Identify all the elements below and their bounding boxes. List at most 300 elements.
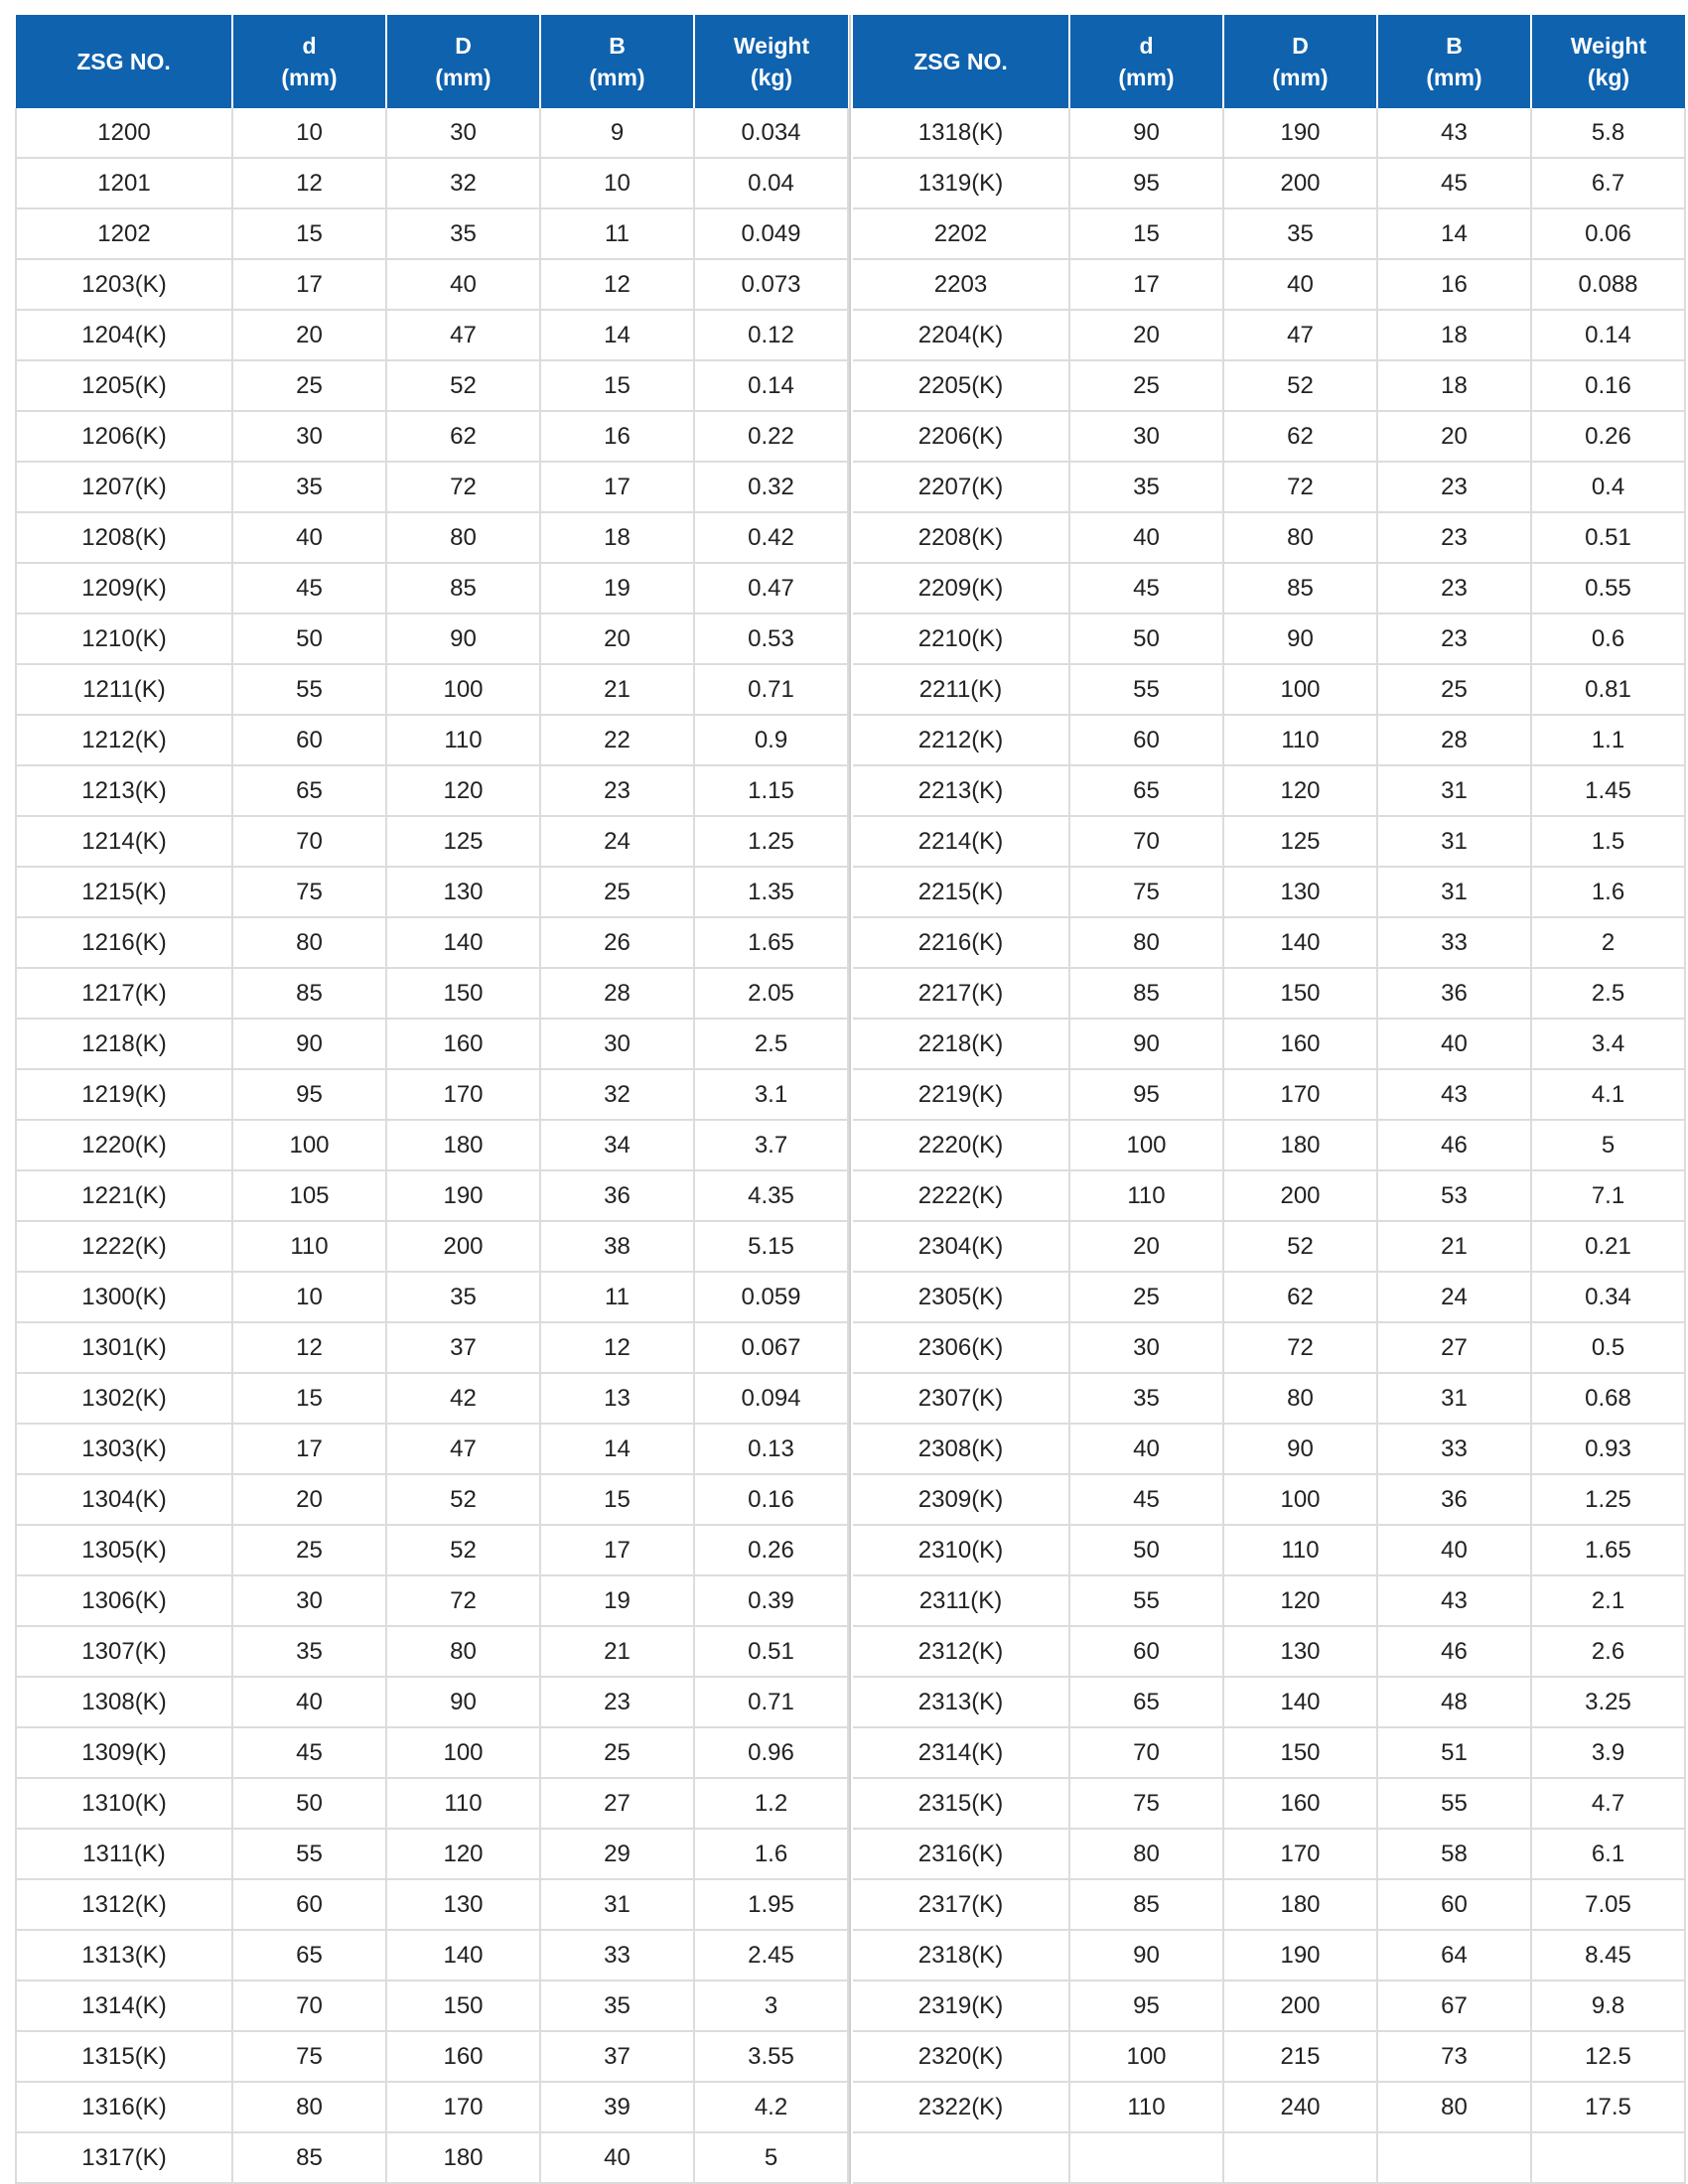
table-row [16, 1424, 848, 1474]
cell-outer-d: 180 [1223, 1879, 1377, 1930]
cell-weight: 0.06 [1531, 208, 1685, 259]
cell-b: 58 [1377, 1829, 1531, 1879]
header-row [853, 15, 1685, 108]
cell-b: 20 [540, 614, 694, 664]
table-row [16, 2031, 848, 2082]
cell-weight: 1.1 [1531, 715, 1685, 765]
cell-b: 30 [540, 1019, 694, 1069]
cell-zsg-no: 2212(K) [853, 715, 1069, 765]
table-row [16, 108, 848, 158]
cell-zsg-no: 2306(K) [853, 1322, 1069, 1373]
cell-zsg-no: 1304(K) [16, 1474, 232, 1525]
cell-weight: 0.049 [694, 208, 848, 259]
table-row [853, 1120, 1685, 1170]
cell-zsg-no: 2204(K) [853, 310, 1069, 360]
table-row [853, 1424, 1685, 1474]
table-row [853, 1019, 1685, 1069]
cell-zsg-no: 2304(K) [853, 1221, 1069, 1272]
cell-d: 60 [1069, 715, 1223, 765]
cell-zsg-no: 2305(K) [853, 1272, 1069, 1322]
cell-outer-d: 40 [1223, 259, 1377, 310]
table-row [853, 1373, 1685, 1424]
cell-weight: 17.5 [1531, 2082, 1685, 2132]
cell-d: 70 [232, 1980, 386, 2031]
cell-outer-d: 62 [1223, 411, 1377, 462]
cell-zsg-no: 2311(K) [853, 1575, 1069, 1626]
cell-outer-d: 120 [386, 765, 540, 816]
cell-d: 50 [232, 614, 386, 664]
table-row [16, 765, 848, 816]
cell-d: 110 [1069, 1170, 1223, 1221]
cell-zsg-no: 2310(K) [853, 1525, 1069, 1575]
cell-weight: 0.71 [694, 664, 848, 715]
cell-weight: 0.81 [1531, 664, 1685, 715]
table-row [16, 158, 848, 208]
table-row [853, 462, 1685, 512]
cell-outer-d: 160 [386, 1019, 540, 1069]
table-row [853, 1272, 1685, 1322]
table-row [16, 1474, 848, 1525]
cell-weight [1531, 2132, 1685, 2183]
cell-b: 23 [540, 1677, 694, 1727]
table-row [16, 512, 848, 563]
cell-d: 10 [232, 108, 386, 158]
table-row [853, 1474, 1685, 1525]
cell-weight: 0.094 [694, 1373, 848, 1424]
cell-zsg-no: 2208(K) [853, 512, 1069, 563]
table-row [853, 968, 1685, 1019]
cell-weight: 1.15 [694, 765, 848, 816]
cell-outer-d: 85 [1223, 563, 1377, 614]
table-row [16, 1272, 848, 1322]
cell-weight: 0.68 [1531, 1373, 1685, 1424]
cell-b: 51 [1377, 1727, 1531, 1778]
cell-outer-d: 110 [386, 1778, 540, 1829]
table-row [853, 1677, 1685, 1727]
cell-b: 43 [1377, 1069, 1531, 1120]
cell-d [1069, 2132, 1223, 2183]
table-row [853, 1778, 1685, 1829]
header-zsg-no: ZSG NO. [853, 15, 1069, 108]
table-row [16, 2082, 848, 2132]
cell-weight: 6.7 [1531, 158, 1685, 208]
cell-zsg-no: 2307(K) [853, 1373, 1069, 1424]
cell-zsg-no: 2320(K) [853, 2031, 1069, 2082]
cell-zsg-no: 1309(K) [16, 1727, 232, 1778]
cell-b: 60 [1377, 1879, 1531, 1930]
table-row [853, 259, 1685, 310]
cell-weight: 0.22 [694, 411, 848, 462]
cell-zsg-no: 1205(K) [16, 360, 232, 411]
cell-outer-d: 90 [386, 614, 540, 664]
cell-zsg-no: 2313(K) [853, 1677, 1069, 1727]
cell-b: 55 [1377, 1778, 1531, 1829]
table-row [16, 310, 848, 360]
cell-outer-d: 72 [1223, 462, 1377, 512]
cell-zsg-no: 2220(K) [853, 1120, 1069, 1170]
cell-d: 70 [1069, 816, 1223, 867]
table-row [853, 2082, 1685, 2132]
cell-outer-d: 215 [1223, 2031, 1377, 2082]
cell-weight: 0.16 [1531, 360, 1685, 411]
cell-b: 46 [1377, 1120, 1531, 1170]
cell-zsg-no: 1216(K) [16, 917, 232, 968]
cell-zsg-no: 2315(K) [853, 1778, 1069, 1829]
table-row [16, 1677, 848, 1727]
cell-weight: 0.16 [694, 1474, 848, 1525]
cell-zsg-no: 1319(K) [853, 158, 1069, 208]
cell-b: 80 [1377, 2082, 1531, 2132]
cell-b: 23 [1377, 462, 1531, 512]
cell-b: 16 [540, 411, 694, 462]
table-row [16, 664, 848, 715]
cell-zsg-no: 2317(K) [853, 1879, 1069, 1930]
cell-weight: 5.8 [1531, 108, 1685, 158]
cell-zsg-no: 1204(K) [16, 310, 232, 360]
cell-outer-d: 47 [386, 1424, 540, 1474]
cell-weight: 0.21 [1531, 1221, 1685, 1272]
cell-outer-d: 62 [386, 411, 540, 462]
cell-weight: 0.6 [1531, 614, 1685, 664]
cell-outer-d: 180 [386, 2132, 540, 2183]
table-row [16, 1626, 848, 1677]
cell-zsg-no: 1317(K) [16, 2132, 232, 2183]
cell-outer-d: 150 [1223, 1727, 1377, 1778]
cell-d: 85 [232, 968, 386, 1019]
cell-b: 31 [1377, 816, 1531, 867]
cell-b: 18 [1377, 310, 1531, 360]
cell-weight: 3.1 [694, 1069, 848, 1120]
cell-d: 110 [232, 1221, 386, 1272]
table-row [853, 1829, 1685, 1879]
cell-d: 15 [232, 1373, 386, 1424]
cell-weight: 1.25 [694, 816, 848, 867]
cell-outer-d: 110 [1223, 715, 1377, 765]
cell-b: 27 [1377, 1322, 1531, 1373]
cell-b: 37 [540, 2031, 694, 2082]
cell-d: 30 [1069, 411, 1223, 462]
cell-b: 16 [1377, 259, 1531, 310]
cell-weight: 7.1 [1531, 1170, 1685, 1221]
cell-outer-d: 100 [1223, 1474, 1377, 1525]
table-row [16, 259, 848, 310]
cell-zsg-no: 1207(K) [16, 462, 232, 512]
cell-b: 15 [540, 360, 694, 411]
cell-zsg-no: 1203(K) [16, 259, 232, 310]
table-row [16, 1829, 848, 1879]
cell-weight: 1.35 [694, 867, 848, 917]
cell-outer-d: 100 [386, 664, 540, 715]
cell-b: 17 [540, 462, 694, 512]
cell-outer-d: 180 [1223, 1120, 1377, 1170]
cell-d: 55 [232, 664, 386, 715]
cell-d: 80 [1069, 917, 1223, 968]
cell-d: 25 [232, 360, 386, 411]
cell-outer-d: 125 [1223, 816, 1377, 867]
cell-b: 24 [540, 816, 694, 867]
cell-b: 28 [1377, 715, 1531, 765]
cell-d: 10 [232, 1272, 386, 1322]
cell-outer-d: 125 [386, 816, 540, 867]
cell-zsg-no: 1213(K) [16, 765, 232, 816]
cell-d: 75 [232, 2031, 386, 2082]
cell-d: 110 [1069, 2082, 1223, 2132]
table-row [853, 917, 1685, 968]
cell-weight: 2 [1531, 917, 1685, 968]
cell-d: 17 [232, 259, 386, 310]
cell-zsg-no: 1202 [16, 208, 232, 259]
cell-zsg-no: 1307(K) [16, 1626, 232, 1677]
cell-outer-d: 40 [386, 259, 540, 310]
cell-b: 23 [1377, 614, 1531, 664]
table-row [853, 765, 1685, 816]
table-row [853, 563, 1685, 614]
cell-outer-d: 80 [386, 512, 540, 563]
cell-outer-d: 72 [386, 1575, 540, 1626]
cell-b: 14 [1377, 208, 1531, 259]
header-d: d (mm) [1069, 15, 1223, 108]
header-zsg-no: ZSG NO. [16, 15, 232, 108]
cell-weight: 0.9 [694, 715, 848, 765]
cell-d: 75 [232, 867, 386, 917]
cell-b: 23 [1377, 512, 1531, 563]
cell-outer-d: 150 [1223, 968, 1377, 1019]
cell-d: 70 [232, 816, 386, 867]
cell-d: 45 [232, 563, 386, 614]
cell-d: 80 [232, 2082, 386, 2132]
cell-weight: 0.088 [1531, 259, 1685, 310]
cell-weight: 0.073 [694, 259, 848, 310]
cell-b: 33 [1377, 917, 1531, 968]
cell-outer-d: 120 [1223, 1575, 1377, 1626]
table-row [853, 1221, 1685, 1272]
cell-outer-d: 190 [386, 1170, 540, 1221]
cell-outer-d: 140 [386, 917, 540, 968]
cell-zsg-no: 1211(K) [16, 664, 232, 715]
cell-b: 26 [540, 917, 694, 968]
cell-b [1377, 2132, 1531, 2183]
table-row [853, 816, 1685, 867]
cell-outer-d: 200 [1223, 1980, 1377, 2031]
cell-zsg-no [853, 2132, 1069, 2183]
cell-outer-d: 80 [1223, 512, 1377, 563]
table-row [853, 1069, 1685, 1120]
table-row [853, 1170, 1685, 1221]
cell-outer-d: 35 [386, 208, 540, 259]
cell-b: 23 [1377, 563, 1531, 614]
cell-zsg-no: 1209(K) [16, 563, 232, 614]
header-b: B (mm) [540, 15, 694, 108]
cell-d: 60 [232, 1879, 386, 1930]
cell-zsg-no: 1217(K) [16, 968, 232, 1019]
cell-b: 19 [540, 563, 694, 614]
cell-b: 25 [540, 1727, 694, 1778]
cell-zsg-no: 1315(K) [16, 2031, 232, 2082]
cell-weight: 0.42 [694, 512, 848, 563]
cell-weight: 0.71 [694, 1677, 848, 1727]
cell-weight: 4.7 [1531, 1778, 1685, 1829]
cell-zsg-no: 2213(K) [853, 765, 1069, 816]
table-row [853, 715, 1685, 765]
cell-zsg-no: 2222(K) [853, 1170, 1069, 1221]
cell-weight: 2.6 [1531, 1626, 1685, 1677]
cell-b: 21 [540, 1626, 694, 1677]
cell-outer-d: 110 [1223, 1525, 1377, 1575]
cell-zsg-no: 1300(K) [16, 1272, 232, 1322]
cell-weight: 0.04 [694, 158, 848, 208]
cell-d: 90 [1069, 108, 1223, 158]
cell-b: 19 [540, 1575, 694, 1626]
cell-outer-d: 190 [1223, 1930, 1377, 1980]
cell-weight: 0.13 [694, 1424, 848, 1474]
cell-zsg-no: 2215(K) [853, 867, 1069, 917]
cell-d: 55 [1069, 1575, 1223, 1626]
cell-zsg-no: 1318(K) [853, 108, 1069, 158]
cell-outer-d: 160 [1223, 1778, 1377, 1829]
cell-weight: 3.4 [1531, 1019, 1685, 1069]
table-row [16, 563, 848, 614]
cell-b: 31 [1377, 765, 1531, 816]
cell-weight: 1.25 [1531, 1474, 1685, 1525]
cell-b: 25 [1377, 664, 1531, 715]
cell-b: 18 [540, 512, 694, 563]
table-row [853, 1322, 1685, 1373]
table-row [16, 1778, 848, 1829]
cell-b: 31 [1377, 867, 1531, 917]
cell-outer-d: 42 [386, 1373, 540, 1424]
table-row [853, 1879, 1685, 1930]
cell-outer-d: 140 [1223, 1677, 1377, 1727]
cell-b: 24 [1377, 1272, 1531, 1322]
cell-b: 21 [1377, 1221, 1531, 1272]
cell-weight: 6.1 [1531, 1829, 1685, 1879]
table-row [853, 158, 1685, 208]
cell-weight: 3 [694, 1980, 848, 2031]
table-row [16, 1221, 848, 1272]
table-row [16, 1980, 848, 2031]
cell-zsg-no: 1306(K) [16, 1575, 232, 1626]
cell-b: 40 [1377, 1525, 1531, 1575]
table-row [16, 2132, 848, 2183]
cell-zsg-no: 1301(K) [16, 1322, 232, 1373]
cell-b: 11 [540, 1272, 694, 1322]
cell-zsg-no: 2312(K) [853, 1626, 1069, 1677]
cell-d: 75 [1069, 867, 1223, 917]
cell-zsg-no: 2308(K) [853, 1424, 1069, 1474]
cell-d: 35 [1069, 1373, 1223, 1424]
cell-outer-d: 180 [386, 1120, 540, 1170]
table-row [853, 512, 1685, 563]
cell-d: 70 [1069, 1727, 1223, 1778]
cell-weight: 3.55 [694, 2031, 848, 2082]
cell-outer-d: 140 [386, 1930, 540, 1980]
cell-b: 45 [1377, 158, 1531, 208]
cell-zsg-no: 2319(K) [853, 1980, 1069, 2031]
cell-outer-d: 170 [386, 2082, 540, 2132]
cell-weight: 0.53 [694, 614, 848, 664]
cell-d: 85 [232, 2132, 386, 2183]
cell-b: 40 [540, 2132, 694, 2183]
cell-d: 105 [232, 1170, 386, 1221]
table-row [16, 1170, 848, 1221]
header-b: B (mm) [1377, 15, 1531, 108]
cell-weight: 0.26 [694, 1525, 848, 1575]
cell-weight: 0.32 [694, 462, 848, 512]
cell-d: 50 [1069, 614, 1223, 664]
cell-b: 28 [540, 968, 694, 1019]
cell-d: 17 [1069, 259, 1223, 310]
table-row [16, 968, 848, 1019]
table-row [16, 715, 848, 765]
cell-weight: 1.2 [694, 1778, 848, 1829]
cell-weight: 1.6 [694, 1829, 848, 1879]
cell-b: 32 [540, 1069, 694, 1120]
cell-d: 12 [232, 158, 386, 208]
header-row [16, 15, 848, 108]
cell-outer-d: 130 [386, 867, 540, 917]
bearing-spec-table [15, 15, 1686, 2184]
cell-zsg-no: 1210(K) [16, 614, 232, 664]
cell-zsg-no: 1212(K) [16, 715, 232, 765]
cell-zsg-no: 1308(K) [16, 1677, 232, 1727]
cell-d: 85 [1069, 1879, 1223, 1930]
cell-zsg-no: 2211(K) [853, 664, 1069, 715]
cell-weight: 0.034 [694, 108, 848, 158]
cell-d: 40 [232, 512, 386, 563]
table-row [853, 208, 1685, 259]
cell-d: 30 [232, 411, 386, 462]
cell-d: 100 [232, 1120, 386, 1170]
cell-weight: 7.05 [1531, 1879, 1685, 1930]
cell-zsg-no: 2216(K) [853, 917, 1069, 968]
cell-d: 40 [1069, 1424, 1223, 1474]
cell-zsg-no: 2206(K) [853, 411, 1069, 462]
cell-weight: 0.059 [694, 1272, 848, 1322]
cell-b: 21 [540, 664, 694, 715]
cell-d: 50 [1069, 1525, 1223, 1575]
cell-b: 20 [1377, 411, 1531, 462]
cell-d: 25 [232, 1525, 386, 1575]
cell-b: 12 [540, 1322, 694, 1373]
cell-zsg-no: 1313(K) [16, 1930, 232, 1980]
cell-b: 23 [540, 765, 694, 816]
cell-b: 36 [1377, 1474, 1531, 1525]
table-row [853, 411, 1685, 462]
cell-zsg-no: 2214(K) [853, 816, 1069, 867]
cell-d: 90 [1069, 1019, 1223, 1069]
cell-d: 50 [232, 1778, 386, 1829]
cell-weight: 0.26 [1531, 411, 1685, 462]
cell-outer-d: 160 [1223, 1019, 1377, 1069]
cell-zsg-no: 1219(K) [16, 1069, 232, 1120]
cell-b: 38 [540, 1221, 694, 1272]
cell-b: 29 [540, 1829, 694, 1879]
cell-zsg-no: 1206(K) [16, 411, 232, 462]
cell-d: 90 [1069, 1930, 1223, 1980]
cell-d: 25 [1069, 360, 1223, 411]
cell-zsg-no: 1214(K) [16, 816, 232, 867]
cell-zsg-no: 1220(K) [16, 1120, 232, 1170]
cell-weight: 2.5 [694, 1019, 848, 1069]
cell-zsg-no: 2309(K) [853, 1474, 1069, 1525]
cell-outer-d: 240 [1223, 2082, 1377, 2132]
cell-zsg-no: 2218(K) [853, 1019, 1069, 1069]
cell-weight: 0.067 [694, 1322, 848, 1373]
cell-d: 65 [232, 1930, 386, 1980]
cell-d: 60 [232, 715, 386, 765]
cell-weight: 1.45 [1531, 765, 1685, 816]
cell-weight: 4.1 [1531, 1069, 1685, 1120]
